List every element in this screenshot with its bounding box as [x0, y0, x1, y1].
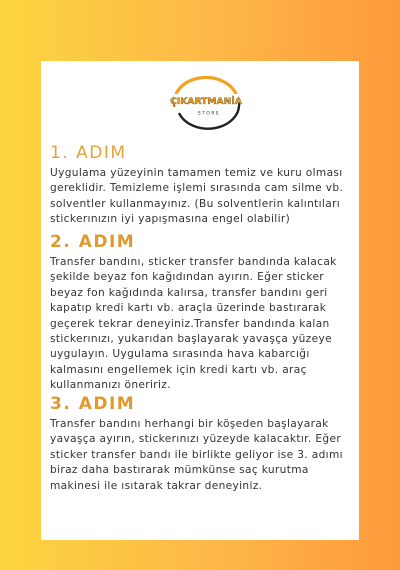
step-2-title: 2. ADIM: [50, 232, 136, 252]
step-2-text: Transfer bandını, sticker transfer bandında kalacak şekilde beyaz fon kağıdından ayırın. Eğer sticker beyaz fon kağıdında kalırsa, transfer bandını geri kapatıp kredi kartı vb. araçla üzerinde bastırarak geçerek tekrar deneyiniz.Transfer bandında kalan stickerınızı, yukarıdan başlayarak yavaşça yüzeye uygulayın. Uygulama sırasında hava kabarcığı kalmasını engellemek için kredi kartı vb. araç kullanmanızı öneririz.: [50, 256, 337, 392]
step-3-text: Transfer bandını herhangi bir köşeden başlayarak yavaşça ayırın, stickerınızı yüzeyde kalacaktır. Eğer sticker transfer bandı ile birlikte geliyor ise 3. adımı biraz daha bastırarak mümkünse saç kurutma makinesi ile ısıtarak takrar deneyiniz.: [50, 418, 343, 492]
step-2: [50, 232, 351, 394]
step-3: [50, 394, 351, 494]
logo-emblem: [161, 73, 251, 133]
step-3-title: 3. ADIM: [50, 394, 136, 414]
logo-store-text: STORE: [197, 111, 221, 117]
step-1-text: Uygulama yüzeyinin tamamen temiz ve kuru olması gereklidir. Temizleme işlemi sırasında cam silme vb. solventler kullanmayınız. (Bu solventlerin kalıntıları stickerınızın iyi yapışmasına engel olabilir): [50, 167, 344, 226]
step-1-title: 1. ADIM: [50, 143, 127, 163]
instruction-card: [41, 61, 359, 540]
step-1: [50, 143, 351, 228]
store-logo: [161, 73, 251, 133]
logo-brand-text: ÇIKARTMANİA: [170, 96, 242, 107]
